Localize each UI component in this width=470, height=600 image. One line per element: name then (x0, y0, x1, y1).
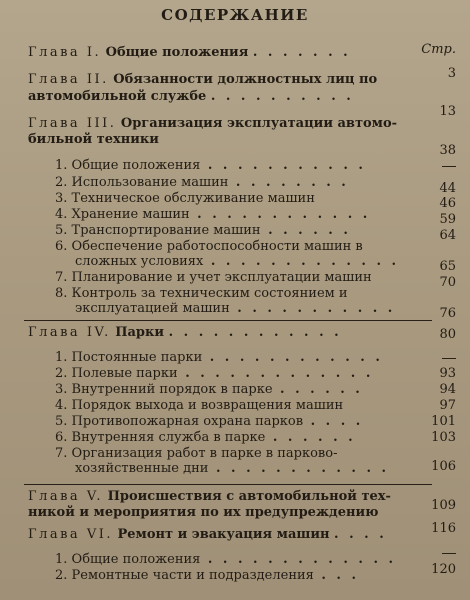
dot-leader: . . . (313, 568, 360, 583)
item-text: 6. Внутренняя служба в парке (55, 430, 266, 445)
chapter-3-item-7-page: 70 (439, 275, 456, 290)
item-text: 4. Хранение машин (55, 207, 190, 222)
section-divider (24, 320, 432, 321)
item-text: 3. Внутренний порядок в парке (55, 382, 273, 397)
chapter-1-label: Глава I. (28, 45, 102, 60)
item-text: 5. Противопожарная охрана парков (55, 414, 304, 429)
chapter-1-page: 3 (447, 66, 456, 81)
chapter-4-item-6 (55, 430, 448, 446)
chapter-3-item-3-page: 46 (439, 196, 456, 211)
dot-leader: . . . . . . . . . . . . (202, 350, 383, 365)
dot-leader: . . . . . . . . . . . . (189, 207, 371, 222)
dot-leader: . . . . . . . . . . . (200, 158, 366, 173)
chapter-5-label: Глава V. (28, 489, 104, 504)
chapter-2-label: Глава II. (28, 72, 109, 87)
chapter-3-item-4 (55, 207, 448, 223)
chapter-2-title-line1: Обязанности должностных лиц по (113, 72, 378, 87)
chapter-3-item-3 (55, 191, 448, 207)
chapter-5-page: 109 (431, 498, 456, 513)
chapter-2-title-line2: автомобильной службе (28, 89, 207, 104)
chapter-3-item-6 (55, 239, 448, 255)
dot-leader: . . . . . . . . (228, 175, 349, 190)
item-text: 5. Транспортирование машин (55, 223, 261, 238)
chapter-6-heading (28, 527, 448, 543)
chapter-5-title-line1: Происшествия с автомобильной тех- (107, 489, 391, 504)
page-dash (442, 358, 456, 359)
chapter-3-item-8 (55, 286, 448, 302)
dot-leader: . . . . (303, 414, 364, 429)
item-text: 7. Планирование и учет эксплуатации машин (55, 270, 372, 285)
chapter-4-page: 80 (439, 327, 456, 342)
item-text: 6. Обеспечение работоспособности машин в (55, 239, 363, 254)
dot-leader: . . . . . . . . . . (210, 89, 354, 104)
chapter-3-item-8-page: 76 (439, 306, 456, 321)
chapter-5-heading (28, 489, 448, 505)
item-text: хозяйственные дни (75, 461, 209, 476)
chapter-3-item-4-page: 59 (439, 212, 456, 227)
chapter-4-item-7-cont (75, 461, 448, 477)
page-column-header: Стр. (421, 42, 456, 57)
chapter-4-item-6-page: 103 (431, 430, 456, 445)
page-title: СОДЕРЖАНИЕ (161, 6, 309, 24)
section-divider (24, 484, 432, 485)
chapter-3-item-7 (55, 270, 448, 286)
chapter-6-item-1 (55, 552, 448, 568)
chapter-3-title-line2-row (28, 132, 448, 148)
chapter-3-item-1 (55, 158, 448, 174)
chapter-3-item-6-page: 65 (439, 259, 456, 274)
page-dash (442, 166, 456, 167)
dot-leader: . . . . . . (265, 430, 356, 445)
chapter-3-heading (28, 116, 448, 132)
chapter-4-item-4 (55, 398, 448, 414)
chapter-3-title-line2: бильной техники (28, 132, 159, 147)
chapter-4-item-4-page: 97 (439, 398, 456, 413)
chapter-3-item-2-page: 44 (439, 181, 456, 196)
chapter-4-item-2-page: 93 (439, 366, 456, 381)
chapter-6-page: 116 (431, 521, 456, 536)
chapter-4-item-7 (55, 446, 448, 462)
page-dash (442, 553, 456, 554)
chapter-4-item-5 (55, 414, 448, 430)
chapter-5-title-line2-row (28, 505, 448, 521)
chapter-3-label: Глава III. (28, 116, 117, 131)
item-text: эксплуатацией машин (75, 301, 230, 316)
dot-leader: . . . . . . . . . . . . . (177, 366, 374, 381)
chapter-2-heading (28, 72, 448, 88)
chapter-3-item-5 (55, 223, 448, 239)
dot-leader: . . . . . . (272, 382, 363, 397)
item-text: 2. Полевые парки (55, 366, 178, 381)
item-text: 8. Контроль за техническим состоянием и (55, 286, 348, 301)
chapter-2-page: 13 (439, 104, 456, 119)
chapter-4-item-1 (55, 350, 448, 366)
chapter-1-heading (28, 45, 448, 61)
item-text: 1. Общие положения (55, 552, 201, 567)
dot-leader: . . . . . . (260, 223, 351, 238)
chapter-4-item-3 (55, 382, 448, 398)
dot-leader: . . . . . . . . . . . . (208, 461, 390, 476)
chapter-3-page: 38 (439, 143, 456, 158)
chapter-4-title: Парки (115, 325, 165, 340)
item-text: 3. Техническое обслуживание машин (55, 191, 315, 206)
chapter-3-item-5-page: 64 (439, 228, 456, 243)
chapter-4-item-7-page: 106 (431, 459, 456, 474)
chapter-4-item-3-page: 94 (439, 382, 456, 397)
chapter-5-title-line2: никой и мероприятия по их предупреждению (28, 505, 379, 520)
dot-leader: . . . . . . . . . . . . . (203, 254, 400, 269)
dot-leader: . . . . . . . . . . . . (168, 325, 342, 340)
chapter-4-item-2 (55, 366, 448, 382)
dot-leader: . . . . (334, 527, 387, 542)
item-text: 1. Общие положения (55, 158, 201, 173)
item-text: 7. Организация работ в парке в парково- (55, 446, 338, 461)
chapter-6-title: Ремонт и эвакуация машин (117, 527, 330, 542)
chapter-3-title-line1: Организация эксплуатации автомо- (120, 116, 398, 131)
chapter-6-item-2-page: 120 (431, 562, 456, 577)
item-text: 1. Постоянные парки (55, 350, 203, 365)
item-text: сложных условиях (75, 254, 204, 269)
chapter-6-label: Глава VI. (28, 527, 113, 542)
chapter-4-heading (28, 325, 448, 341)
item-text: 2. Использование машин (55, 175, 229, 190)
item-text: 2. Ремонтные части и подразделения (55, 568, 314, 583)
chapter-3-item-6-cont (75, 254, 448, 270)
chapter-2-title-line2-row (28, 89, 448, 105)
chapter-3-item-2 (55, 175, 448, 191)
chapter-4-label: Глава IV. (28, 325, 111, 340)
dot-leader: . . . . . . . (252, 45, 351, 60)
dot-leader: . . . . . . . . . . . . . (200, 552, 397, 567)
chapter-1-title: Общие положения (105, 45, 249, 60)
chapter-6-item-2 (55, 568, 448, 584)
chapter-3-item-8-cont (75, 301, 448, 317)
item-text: 4. Порядок выхода и возвращения машин (55, 398, 344, 413)
dot-leader: . . . . . . . . . . . (229, 301, 396, 316)
chapter-4-item-5-page: 101 (431, 414, 456, 429)
